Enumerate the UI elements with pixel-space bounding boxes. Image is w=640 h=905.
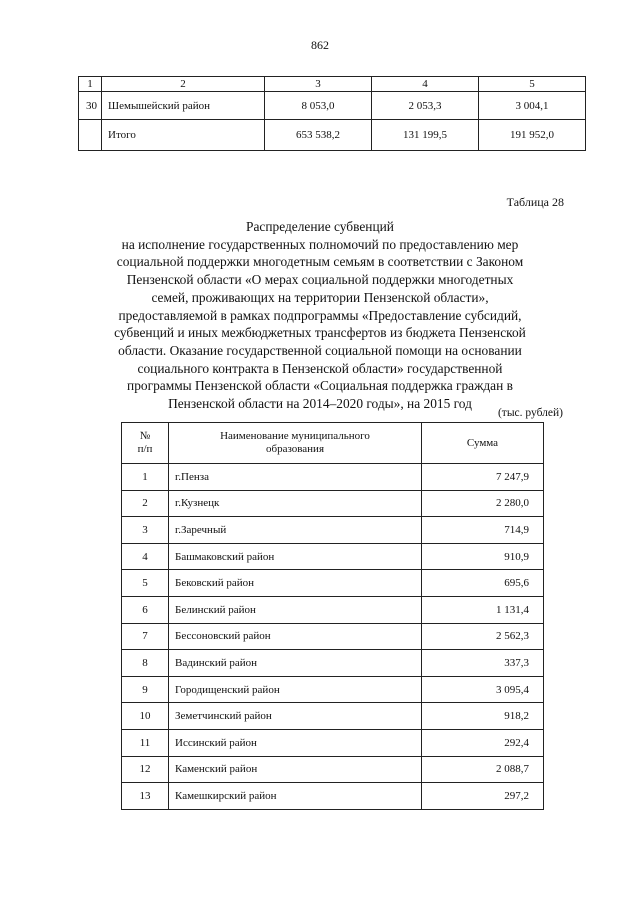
col-header-3: 3 xyxy=(265,77,372,92)
row-name: Городищенский район xyxy=(169,676,422,703)
row-number: 7 xyxy=(122,623,169,650)
row-sum: 292,4 xyxy=(422,729,544,756)
table-label: Таблица 28 xyxy=(506,195,564,209)
table-row xyxy=(122,570,544,597)
continued-table-header-row xyxy=(79,77,586,92)
row-number: 13 xyxy=(122,783,169,810)
title-line: на исполнение государственных полномочий по предоставлению мер xyxy=(121,236,519,252)
table-row xyxy=(122,464,544,491)
row-number: 6 xyxy=(122,596,169,623)
row-number xyxy=(79,120,102,151)
row-sum: 2 088,7 xyxy=(422,756,544,783)
row-sum: 2 562,3 xyxy=(422,623,544,650)
row-value-5: 3 004,1 xyxy=(479,92,586,120)
row-value-5: 191 952,0 xyxy=(479,120,586,151)
row-sum: 337,3 xyxy=(422,650,544,677)
row-number: 4 xyxy=(122,543,169,570)
col-header-2: 2 xyxy=(102,77,265,92)
page-number: 862 xyxy=(311,38,329,52)
row-name: Камешкирский район xyxy=(169,783,422,810)
row-name: Итого xyxy=(102,120,265,151)
table-row xyxy=(122,490,544,517)
row-number: 8 xyxy=(122,650,169,677)
total-row xyxy=(79,120,586,151)
header-name-line2: образования xyxy=(265,443,325,455)
col-header-4: 4 xyxy=(372,77,479,92)
row-name: Бековский район xyxy=(169,570,422,597)
table-row xyxy=(122,676,544,703)
header-number xyxy=(122,423,169,464)
table-row xyxy=(122,783,544,810)
continued-table xyxy=(78,76,586,151)
header-number-line1: № xyxy=(139,430,151,442)
row-value-4: 131 199,5 xyxy=(372,120,479,151)
row-sum: 3 095,4 xyxy=(422,676,544,703)
row-number: 12 xyxy=(122,756,169,783)
row-value-4: 2 053,3 xyxy=(372,92,479,120)
table-row xyxy=(122,517,544,544)
table-row xyxy=(122,703,544,730)
row-sum: 1 131,4 xyxy=(422,596,544,623)
header-name xyxy=(169,423,422,464)
header-name-line1: Наименование муниципального xyxy=(220,430,370,442)
row-sum: 910,9 xyxy=(422,543,544,570)
row-number: 10 xyxy=(122,703,169,730)
row-number: 1 xyxy=(122,464,169,491)
row-sum: 918,2 xyxy=(422,703,544,730)
row-name: Каменский район xyxy=(169,756,422,783)
table-row xyxy=(122,623,544,650)
table-row xyxy=(122,596,544,623)
row-number: 11 xyxy=(122,729,169,756)
row-name: Шемышейский район xyxy=(102,92,265,120)
table-row xyxy=(122,729,544,756)
title-line: социальной поддержки многодетным семьям в соответствии с Законом xyxy=(116,254,524,270)
row-number: 3 xyxy=(122,517,169,544)
row-number: 9 xyxy=(122,676,169,703)
distribution-table xyxy=(121,422,544,810)
title-line: Распределение субвенций xyxy=(246,219,394,234)
row-number: 2 xyxy=(122,490,169,517)
row-number: 30 xyxy=(79,92,102,120)
title-line: социального контракта в Пензенской области» государственной xyxy=(137,360,503,376)
title-line: предоставляемой в рамках подпрограммы «Предоставление субсидий, xyxy=(118,307,522,323)
table-row xyxy=(122,543,544,570)
row-name: Белинский район xyxy=(169,596,422,623)
row-sum: 714,9 xyxy=(422,517,544,544)
table-header-row xyxy=(122,423,544,464)
row-name: г.Пенза xyxy=(169,464,422,491)
row-number: 5 xyxy=(122,570,169,597)
title-line: области. Оказание государственной социальной помощи на основании xyxy=(118,342,522,358)
row-name: Бессоновский район xyxy=(169,623,422,650)
row-name: г.Заречный xyxy=(169,517,422,544)
title-line: семей, проживающих на территории Пензенской области», xyxy=(151,289,489,305)
row-value-3: 8 053,0 xyxy=(265,92,372,120)
row-name: Башмаковский район xyxy=(169,543,422,570)
title-line: субвенций и иных межбюджетных трансфертов из бюджета Пензенской xyxy=(114,325,526,341)
title-line: Пензенской области на 2014–2020 годы», на 2015 год xyxy=(168,396,472,412)
title-line: программы Пензенской области «Социальная поддержка граждан в xyxy=(127,378,513,394)
row-name: Вадинский район xyxy=(169,650,422,677)
row-name: г.Кузнецк xyxy=(169,490,422,517)
header-number-line2: п/п xyxy=(137,443,153,455)
table-row xyxy=(79,92,586,120)
title-line: Пензенской области «О мерах социальной поддержки многодетных xyxy=(126,272,514,288)
table-row xyxy=(122,756,544,783)
table-title xyxy=(90,218,550,413)
row-sum: 7 247,9 xyxy=(422,464,544,491)
col-header-5: 5 xyxy=(479,77,586,92)
row-sum: 297,2 xyxy=(422,783,544,810)
row-sum: 2 280,0 xyxy=(422,490,544,517)
header-sum: Сумма xyxy=(422,423,544,464)
row-value-3: 653 538,2 xyxy=(265,120,372,151)
table-row xyxy=(122,650,544,677)
row-sum: 695,6 xyxy=(422,570,544,597)
row-name: Земетчинский район xyxy=(169,703,422,730)
row-name: Иссинский район xyxy=(169,729,422,756)
col-header-1: 1 xyxy=(79,77,102,92)
units-label: (тыс. рублей) xyxy=(497,407,563,419)
